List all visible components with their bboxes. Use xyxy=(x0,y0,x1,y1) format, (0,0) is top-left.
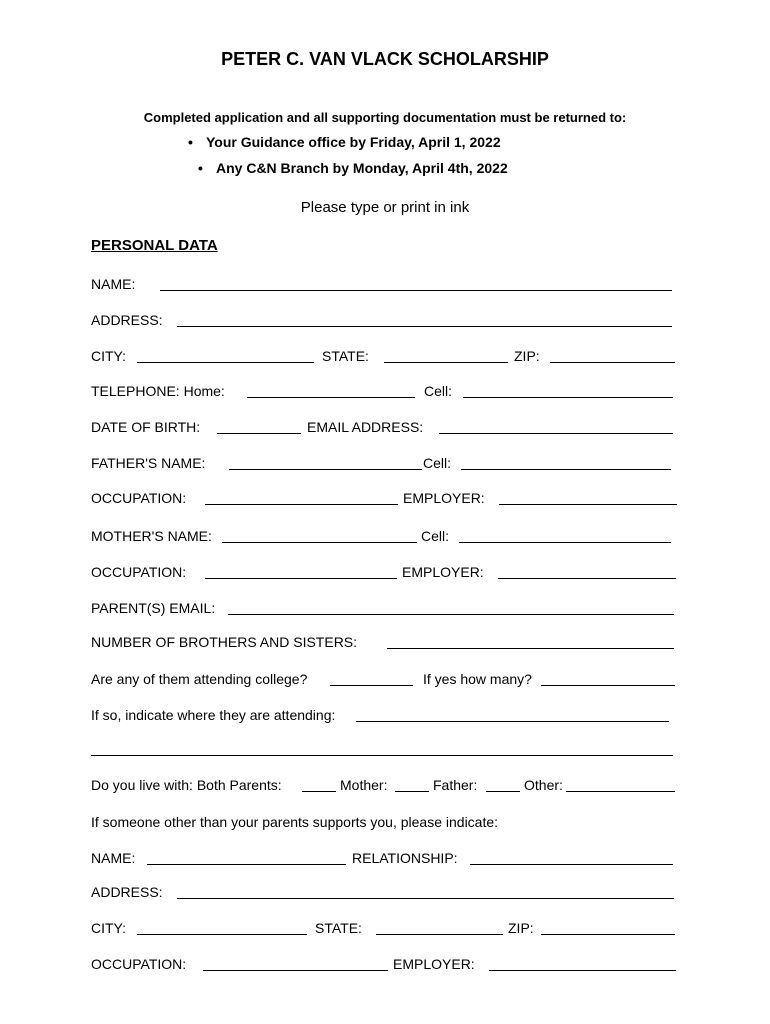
siblings-field[interactable] xyxy=(387,648,674,649)
attending-college-label: Are any of them attending college? xyxy=(91,671,308,687)
both-parents-field[interactable] xyxy=(302,791,336,792)
city-field[interactable] xyxy=(137,362,314,363)
father-name-field[interactable] xyxy=(229,469,422,470)
supporter-name-label: NAME: xyxy=(91,850,136,866)
supporter-occupation-label: OCCUPATION: xyxy=(91,956,187,972)
name-field[interactable] xyxy=(160,290,672,291)
mother-name-label: MOTHER'S NAME: xyxy=(91,528,212,544)
cell-label: Cell: xyxy=(424,383,453,399)
address-field[interactable] xyxy=(177,326,672,327)
zip-label: ZIP: xyxy=(514,348,540,364)
address-label: ADDRESS: xyxy=(91,312,163,328)
mother-occupation-label: OCCUPATION: xyxy=(91,564,187,580)
telephone-home-field[interactable] xyxy=(247,397,415,398)
other-option-label: Other: xyxy=(524,777,563,793)
print-instruction: Please type or print in ink xyxy=(300,199,470,216)
supporter-state-field[interactable] xyxy=(376,934,503,935)
telephone-home-label: TELEPHONE: Home: xyxy=(91,383,225,399)
supporter-zip-field[interactable] xyxy=(541,934,675,935)
supporter-employer-label: EMPLOYER: xyxy=(393,956,475,972)
other-option-field[interactable] xyxy=(566,791,675,792)
mother-option-label: Mother: xyxy=(340,777,388,793)
mother-option-field[interactable] xyxy=(395,791,429,792)
father-cell-field[interactable] xyxy=(461,469,671,470)
where-attending-extra-line[interactable] xyxy=(91,755,673,756)
parent-email-label: PARENT(S) EMAIL: xyxy=(91,600,216,616)
father-employer-label: EMPLOYER: xyxy=(403,490,485,506)
supporter-address-field[interactable] xyxy=(177,898,674,899)
bullet-cn-branch xyxy=(198,160,508,176)
father-option-label: Father: xyxy=(433,777,478,793)
mother-name-field[interactable] xyxy=(222,542,417,543)
father-cell-label: Cell: xyxy=(423,455,452,471)
how-many-label: If yes how many? xyxy=(423,671,532,687)
where-attending-label: If so, indicate where they are attending: xyxy=(91,707,336,723)
form-title: PETER C. VAN VLACK SCHOLARSHIP xyxy=(221,49,549,69)
mother-cell-label: Cell: xyxy=(421,528,450,544)
supporter-city-field[interactable] xyxy=(137,934,307,935)
supporter-name-field[interactable] xyxy=(147,864,346,865)
section-title-personal-data: PERSONAL DATA xyxy=(91,237,218,254)
father-option-field[interactable] xyxy=(486,791,520,792)
mother-employer-field[interactable] xyxy=(498,578,676,579)
father-occupation-label: OCCUPATION: xyxy=(91,490,187,506)
supporter-employer-field[interactable] xyxy=(489,970,676,971)
supporter-zip-label: ZIP: xyxy=(508,920,534,936)
state-label: STATE: xyxy=(322,348,369,364)
city-label: CITY: xyxy=(91,348,127,364)
relationship-label: RELATIONSHIP: xyxy=(352,850,458,866)
father-employer-field[interactable] xyxy=(499,504,677,505)
where-attending-field[interactable] xyxy=(356,721,669,722)
relationship-field[interactable] xyxy=(470,864,673,865)
mother-occupation-field[interactable] xyxy=(205,578,397,579)
father-occupation-field[interactable] xyxy=(205,504,398,505)
supporter-note: If someone other than your parents supports you, please indicate: xyxy=(91,814,499,830)
how-many-field[interactable] xyxy=(541,685,675,686)
supporter-address-label: ADDRESS: xyxy=(91,884,163,900)
supporter-city-label: CITY: xyxy=(91,920,127,936)
bullet-text: Your Guidance office by Friday, April 1, 2022 xyxy=(206,134,501,150)
name-label: NAME: xyxy=(91,276,136,292)
supporter-occupation-field[interactable] xyxy=(203,970,388,971)
dob-field[interactable] xyxy=(217,433,301,434)
state-field[interactable] xyxy=(384,362,508,363)
bullet-text: Any C&N Branch by Monday, April 4th, 2022 xyxy=(216,160,508,176)
live-with-label: Do you live with: Both Parents: xyxy=(91,777,282,793)
email-field[interactable] xyxy=(439,433,673,434)
parent-email-field[interactable] xyxy=(228,614,674,615)
dob-label: DATE OF BIRTH: xyxy=(91,419,201,435)
cell-field[interactable] xyxy=(463,397,673,398)
bullet-icon: • xyxy=(198,160,203,176)
email-label: EMAIL ADDRESS: xyxy=(307,419,424,435)
mother-cell-field[interactable] xyxy=(459,542,671,543)
supporter-state-label: STATE: xyxy=(315,920,362,936)
zip-field[interactable] xyxy=(550,362,675,363)
return-instructions: Completed application and all supporting documentation must be returned to: xyxy=(143,110,627,125)
bullet-icon: • xyxy=(188,134,193,150)
siblings-label: NUMBER OF BROTHERS AND SISTERS: xyxy=(91,634,358,650)
mother-employer-label: EMPLOYER: xyxy=(402,564,484,580)
attending-college-field[interactable] xyxy=(330,685,413,686)
bullet-guidance-office xyxy=(188,134,501,150)
father-name-label: FATHER'S NAME: xyxy=(91,455,206,471)
